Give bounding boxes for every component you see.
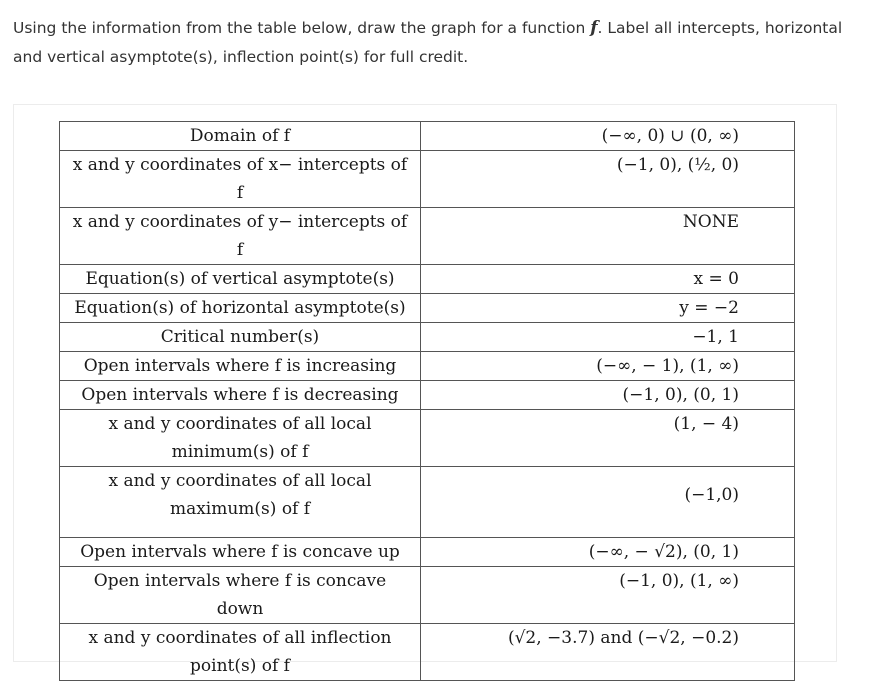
- table-row: [60, 410, 795, 467]
- row-value: (−∞, − √2), (0, 1): [421, 538, 795, 567]
- table-row: [60, 122, 795, 151]
- table-row: [60, 208, 795, 265]
- table-row: [60, 352, 795, 381]
- row-label: Critical number(s): [60, 323, 421, 352]
- row-value: (−1, 0), (½, 0): [421, 151, 795, 208]
- row-value: (−∞, 0) ∪ (0, ∞): [421, 122, 795, 151]
- question-text-after: . Label all intercepts, horizontal and vertical asymptote(s), inflection point(s) for full credit.: [13, 19, 843, 66]
- row-label: Open intervals where f is concave up: [60, 538, 421, 567]
- row-label: Domain of f: [60, 122, 421, 151]
- row-value: x = 0: [421, 265, 795, 294]
- table-row: [60, 467, 795, 538]
- question-text-before: Using the information from the table below, draw the graph for a function: [13, 19, 591, 37]
- row-value: y = −2: [421, 294, 795, 323]
- row-label: Open intervals where f is decreasing: [60, 381, 421, 410]
- table-row: [60, 538, 795, 567]
- row-label: Open intervals where f is increasing: [60, 352, 421, 381]
- function-name: f: [590, 18, 598, 38]
- row-label: x and y coordinates of all local maximum(s) of f: [60, 467, 421, 538]
- row-label: x and y coordinates of all local minimum(s) of f: [60, 410, 421, 467]
- table-row: [60, 294, 795, 323]
- row-label: x and y coordinates of all inflection point(s) of f: [60, 624, 421, 681]
- row-value: (1, − 4): [421, 410, 795, 467]
- row-label: Open intervals where f is concave down: [60, 567, 421, 624]
- row-value: (−1, 0), (1, ∞): [421, 567, 795, 624]
- table-row: [60, 265, 795, 294]
- row-value: (√2, −3.7) and (−√2, −0.2): [421, 624, 795, 681]
- row-label: Equation(s) of vertical asymptote(s): [60, 265, 421, 294]
- row-label: Equation(s) of horizontal asymptote(s): [60, 294, 421, 323]
- table-row: [60, 323, 795, 352]
- row-value: NONE: [421, 208, 795, 265]
- table-row: [60, 624, 795, 681]
- row-label: x and y coordinates of x− intercepts of f: [60, 151, 421, 208]
- table-row: [60, 567, 795, 624]
- row-value: −1, 1: [421, 323, 795, 352]
- row-value: (−∞, − 1), (1, ∞): [421, 352, 795, 381]
- question-text: [13, 14, 853, 72]
- row-label: x and y coordinates of y− intercepts of f: [60, 208, 421, 265]
- table-row: [60, 151, 795, 208]
- row-value: (−1,0): [421, 467, 795, 538]
- function-info-table: [59, 121, 795, 681]
- table-row: [60, 381, 795, 410]
- row-value: (−1, 0), (0, 1): [421, 381, 795, 410]
- table-panel: [13, 104, 837, 676]
